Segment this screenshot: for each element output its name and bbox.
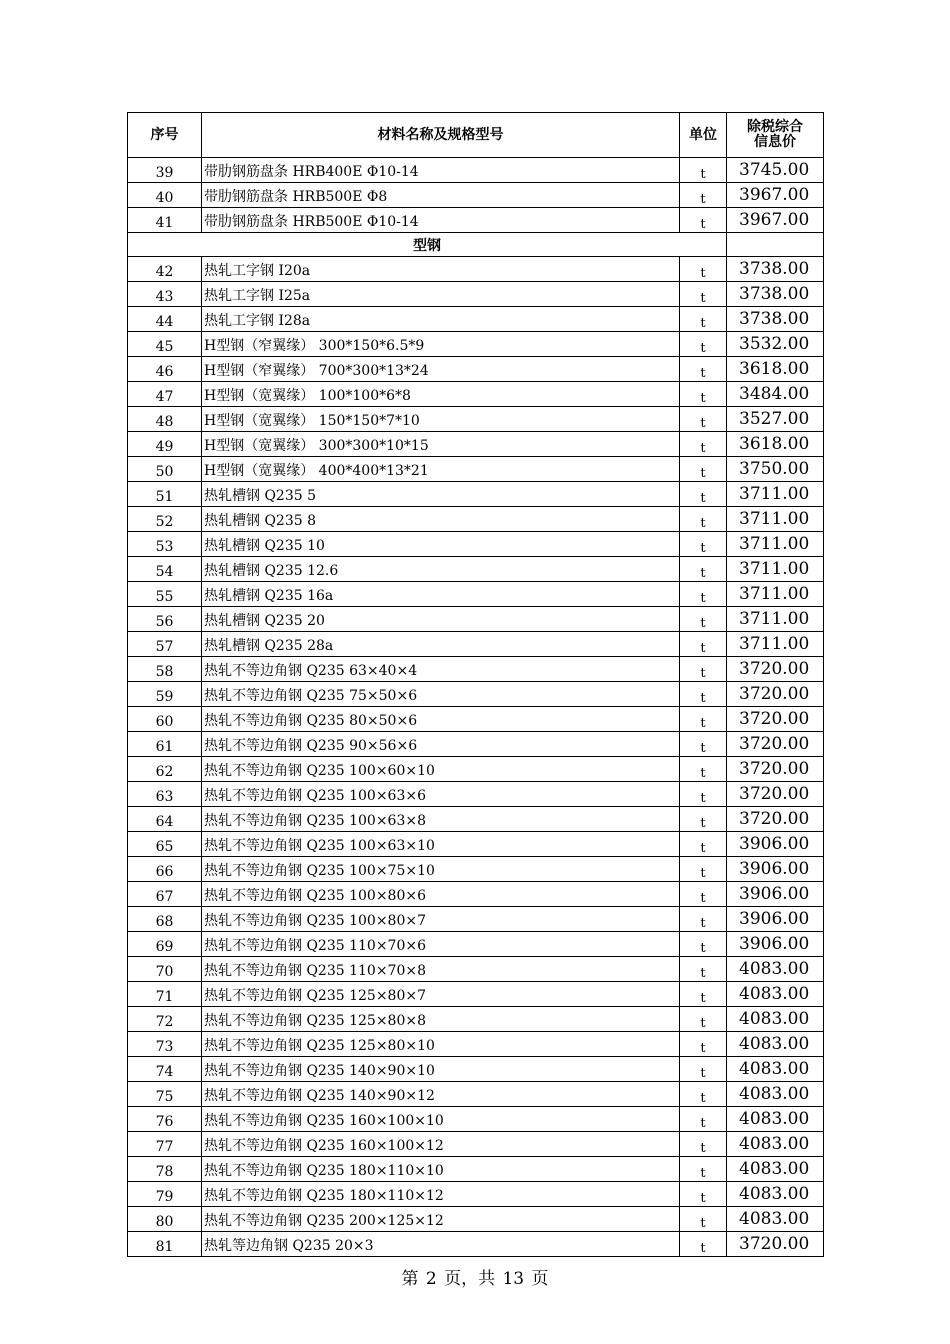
row-unit: t: [680, 1232, 727, 1257]
table-row: [128, 1007, 824, 1032]
header-no: 序号: [128, 113, 202, 158]
table-body-main: [128, 257, 824, 1257]
row-unit: t: [680, 657, 727, 682]
row-name: H型钢（窄翼缘） 300*150*6.5*9: [202, 332, 680, 357]
table-row: [128, 732, 824, 757]
row-price: 4083.00: [727, 1057, 824, 1082]
row-unit: t: [680, 307, 727, 332]
row-name: H型钢（窄翼缘） 700*300*13*24: [202, 357, 680, 382]
table-row: [128, 857, 824, 882]
table-row: [128, 907, 824, 932]
table-row: [128, 707, 824, 732]
row-no: 62: [128, 757, 202, 782]
row-price: 3967.00: [727, 183, 824, 208]
row-price: 3711.00: [727, 507, 824, 532]
table-row: [128, 807, 824, 832]
row-no: 39: [128, 158, 202, 183]
row-price: 3720.00: [727, 807, 824, 832]
row-price: 3738.00: [727, 257, 824, 282]
row-no: 54: [128, 557, 202, 582]
table-row: [128, 932, 824, 957]
row-no: 52: [128, 507, 202, 532]
table-row: [128, 557, 824, 582]
row-name: 热轧槽钢 Q235 28a: [202, 632, 680, 657]
row-price: 4083.00: [727, 1207, 824, 1232]
row-price: 3618.00: [727, 357, 824, 382]
row-no: 66: [128, 857, 202, 882]
row-name: 热轧槽钢 Q235 10: [202, 532, 680, 557]
table-row: [128, 257, 824, 282]
row-no: 47: [128, 382, 202, 407]
row-name: 热轧不等边角钢 Q235 63×40×4: [202, 657, 680, 682]
table-row: [128, 1107, 824, 1132]
table-body-top: [128, 158, 824, 233]
table-row: [128, 832, 824, 857]
row-unit: t: [680, 982, 727, 1007]
row-price: 3720.00: [727, 782, 824, 807]
table-row: [128, 632, 824, 657]
row-name: 热轧不等边角钢 Q235 180×110×12: [202, 1182, 680, 1207]
row-unit: t: [680, 907, 727, 932]
row-price: 3745.00: [727, 158, 824, 183]
row-name: H型钢（宽翼缘） 400*400*13*21: [202, 457, 680, 482]
row-name: 热轧不等边角钢 Q235 160×100×10: [202, 1107, 680, 1132]
table-row: [128, 282, 824, 307]
row-no: 63: [128, 782, 202, 807]
row-name: 热轧槽钢 Q235 12.6: [202, 557, 680, 582]
row-price: 3720.00: [727, 1232, 824, 1257]
row-name: 热轧不等边角钢 Q235 80×50×6: [202, 707, 680, 732]
row-price: 3967.00: [727, 208, 824, 233]
row-unit: t: [680, 382, 727, 407]
row-unit: t: [680, 532, 727, 557]
row-no: 40: [128, 183, 202, 208]
row-no: 80: [128, 1207, 202, 1232]
table-row: [128, 357, 824, 382]
row-no: 49: [128, 432, 202, 457]
row-name: 热轧工字钢 I20a: [202, 257, 680, 282]
table-row: [128, 507, 824, 532]
row-unit: t: [680, 1107, 727, 1132]
row-unit: t: [680, 857, 727, 882]
row-name: 热轧不等边角钢 Q235 100×80×6: [202, 882, 680, 907]
row-unit: t: [680, 1057, 727, 1082]
row-unit: t: [680, 357, 727, 382]
row-price: 3738.00: [727, 282, 824, 307]
row-unit: t: [680, 632, 727, 657]
table-row: [128, 1157, 824, 1182]
table-row: [128, 1032, 824, 1057]
section-title: 型钢: [128, 233, 727, 257]
row-name: H型钢（宽翼缘） 150*150*7*10: [202, 407, 680, 432]
row-price: 3720.00: [727, 682, 824, 707]
table-row: [128, 183, 824, 208]
row-unit: t: [680, 1082, 727, 1107]
row-name: 热轧不等边角钢 Q235 75×50×6: [202, 682, 680, 707]
row-price: 3906.00: [727, 932, 824, 957]
row-no: 42: [128, 257, 202, 282]
table-row: [128, 582, 824, 607]
row-unit: t: [680, 1132, 727, 1157]
row-name: 热轧不等边角钢 Q235 140×90×10: [202, 1057, 680, 1082]
row-no: 65: [128, 832, 202, 857]
row-name: 热轧等边角钢 Q235 20×3: [202, 1232, 680, 1257]
row-unit: t: [680, 932, 727, 957]
row-price: 4083.00: [727, 1082, 824, 1107]
table-row: [128, 782, 824, 807]
table-row: [128, 1082, 824, 1107]
row-name: 带肋钢筋盘条 HRB500E Φ8: [202, 183, 680, 208]
row-unit: t: [680, 1032, 727, 1057]
row-no: 51: [128, 482, 202, 507]
row-unit: t: [680, 807, 727, 832]
row-unit: t: [680, 1182, 727, 1207]
table-row: [128, 382, 824, 407]
row-name: 热轧槽钢 Q235 5: [202, 482, 680, 507]
row-no: 55: [128, 582, 202, 607]
row-no: 68: [128, 907, 202, 932]
row-name: 热轧不等边角钢 Q235 125×80×7: [202, 982, 680, 1007]
row-no: 57: [128, 632, 202, 657]
header-name: 材料名称及规格型号: [202, 113, 680, 158]
row-name: 热轧不等边角钢 Q235 160×100×12: [202, 1132, 680, 1157]
row-no: 45: [128, 332, 202, 357]
price-table: [127, 112, 824, 1257]
table-row: [128, 482, 824, 507]
row-name: 热轧工字钢 I25a: [202, 282, 680, 307]
row-no: 50: [128, 457, 202, 482]
header-price-line2: 信息价: [754, 134, 796, 150]
row-price: 3720.00: [727, 657, 824, 682]
row-price: 3711.00: [727, 632, 824, 657]
table-row: [128, 882, 824, 907]
table-row: [128, 457, 824, 482]
row-no: 53: [128, 532, 202, 557]
row-no: 71: [128, 982, 202, 1007]
row-unit: t: [680, 782, 727, 807]
table-row: [128, 307, 824, 332]
row-price: 4083.00: [727, 1107, 824, 1132]
row-name: 热轧不等边角钢 Q235 100×75×10: [202, 857, 680, 882]
row-name: 热轧不等边角钢 Q235 100×80×7: [202, 907, 680, 932]
row-no: 69: [128, 932, 202, 957]
row-no: 67: [128, 882, 202, 907]
row-unit: t: [680, 707, 727, 732]
table-row: [128, 1057, 824, 1082]
row-unit: t: [680, 682, 727, 707]
row-name: 带肋钢筋盘条 HRB400E Φ10-14: [202, 158, 680, 183]
row-name: 热轧工字钢 I28a: [202, 307, 680, 332]
row-unit: t: [680, 582, 727, 607]
row-unit: t: [680, 158, 727, 183]
table-row: [128, 1232, 824, 1257]
row-no: 60: [128, 707, 202, 732]
row-price: 3711.00: [727, 582, 824, 607]
row-name: 热轧不等边角钢 Q235 90×56×6: [202, 732, 680, 757]
table-row: [128, 208, 824, 233]
row-price: 3906.00: [727, 882, 824, 907]
row-unit: t: [680, 757, 727, 782]
row-no: 74: [128, 1057, 202, 1082]
row-name: 热轧不等边角钢 Q235 125×80×8: [202, 1007, 680, 1032]
table-row: [128, 407, 824, 432]
table-row: [128, 1182, 824, 1207]
row-unit: t: [680, 607, 727, 632]
row-name: 热轧不等边角钢 Q235 200×125×12: [202, 1207, 680, 1232]
row-price: 4083.00: [727, 1032, 824, 1057]
row-no: 59: [128, 682, 202, 707]
row-price: 3906.00: [727, 857, 824, 882]
row-price: 3711.00: [727, 607, 824, 632]
page-footer: 第 2 页，共 13 页: [401, 1269, 549, 1289]
row-price: 3750.00: [727, 457, 824, 482]
row-price: 3906.00: [727, 907, 824, 932]
header-price: [727, 113, 824, 158]
table-row: [128, 432, 824, 457]
row-name: 热轧槽钢 Q235 16a: [202, 582, 680, 607]
row-unit: t: [680, 832, 727, 857]
section-body: [128, 233, 824, 257]
row-no: 70: [128, 957, 202, 982]
row-unit: t: [680, 957, 727, 982]
row-unit: t: [680, 1207, 727, 1232]
row-name: 热轧不等边角钢 Q235 110×70×8: [202, 957, 680, 982]
row-no: 43: [128, 282, 202, 307]
row-unit: t: [680, 732, 727, 757]
row-unit: t: [680, 257, 727, 282]
row-unit: t: [680, 482, 727, 507]
row-name: 热轧槽钢 Q235 20: [202, 607, 680, 632]
row-price: 3532.00: [727, 332, 824, 357]
row-no: 75: [128, 1082, 202, 1107]
row-no: 56: [128, 607, 202, 632]
row-unit: t: [680, 208, 727, 233]
row-no: 44: [128, 307, 202, 332]
row-unit: t: [680, 1157, 727, 1182]
header-row: [128, 113, 824, 158]
row-no: 81: [128, 1232, 202, 1257]
row-no: 78: [128, 1157, 202, 1182]
row-name: 热轧不等边角钢 Q235 125×80×10: [202, 1032, 680, 1057]
row-price: 3720.00: [727, 732, 824, 757]
row-price: 3484.00: [727, 382, 824, 407]
table-row: [128, 607, 824, 632]
row-price: 3738.00: [727, 307, 824, 332]
table-row: [128, 957, 824, 982]
row-name: 热轧槽钢 Q235 8: [202, 507, 680, 532]
row-unit: t: [680, 183, 727, 208]
table-row: [128, 158, 824, 183]
table-row: [128, 657, 824, 682]
header-unit: 单位: [680, 113, 727, 158]
row-price: 4083.00: [727, 1157, 824, 1182]
row-no: 46: [128, 357, 202, 382]
table-row: [128, 1132, 824, 1157]
row-price: 3711.00: [727, 557, 824, 582]
table-row: [128, 682, 824, 707]
table-row: [128, 332, 824, 357]
row-unit: t: [680, 282, 727, 307]
row-no: 76: [128, 1107, 202, 1132]
row-price: 4083.00: [727, 982, 824, 1007]
row-no: 41: [128, 208, 202, 233]
row-no: 48: [128, 407, 202, 432]
row-no: 58: [128, 657, 202, 682]
row-name: 热轧不等边角钢 Q235 100×63×6: [202, 782, 680, 807]
table-row: [128, 532, 824, 557]
row-unit: t: [680, 457, 727, 482]
row-price: 3527.00: [727, 407, 824, 432]
row-unit: t: [680, 507, 727, 532]
row-name: 热轧不等边角钢 Q235 180×110×10: [202, 1157, 680, 1182]
row-price: 3618.00: [727, 432, 824, 457]
row-price: 4083.00: [727, 1007, 824, 1032]
row-name: H型钢（宽翼缘） 300*300*10*15: [202, 432, 680, 457]
row-unit: t: [680, 332, 727, 357]
row-price: 3711.00: [727, 532, 824, 557]
row-no: 79: [128, 1182, 202, 1207]
row-price: 3720.00: [727, 757, 824, 782]
row-price: 4083.00: [727, 1182, 824, 1207]
table-row: [128, 757, 824, 782]
section-empty-cell: [727, 233, 824, 257]
row-price: 3720.00: [727, 707, 824, 732]
row-unit: t: [680, 407, 727, 432]
row-unit: t: [680, 1007, 727, 1032]
row-no: 72: [128, 1007, 202, 1032]
row-name: H型钢（宽翼缘） 100*100*6*8: [202, 382, 680, 407]
section-row: [128, 233, 824, 257]
row-unit: t: [680, 432, 727, 457]
row-unit: t: [680, 882, 727, 907]
row-price: 3711.00: [727, 482, 824, 507]
row-no: 73: [128, 1032, 202, 1057]
row-name: 热轧不等边角钢 Q235 140×90×12: [202, 1082, 680, 1107]
table-row: [128, 1207, 824, 1232]
header-price-line1: 除税综合: [747, 119, 803, 135]
row-name: 带肋钢筋盘条 HRB500E Φ10-14: [202, 208, 680, 233]
row-name: 热轧不等边角钢 Q235 110×70×6: [202, 932, 680, 957]
row-price: 4083.00: [727, 957, 824, 982]
row-price: 3906.00: [727, 832, 824, 857]
row-unit: t: [680, 557, 727, 582]
row-price: 4083.00: [727, 1132, 824, 1157]
row-name: 热轧不等边角钢 Q235 100×63×10: [202, 832, 680, 857]
row-name: 热轧不等边角钢 Q235 100×60×10: [202, 757, 680, 782]
table-row: [128, 982, 824, 1007]
row-no: 64: [128, 807, 202, 832]
row-no: 77: [128, 1132, 202, 1157]
row-name: 热轧不等边角钢 Q235 100×63×8: [202, 807, 680, 832]
row-no: 61: [128, 732, 202, 757]
